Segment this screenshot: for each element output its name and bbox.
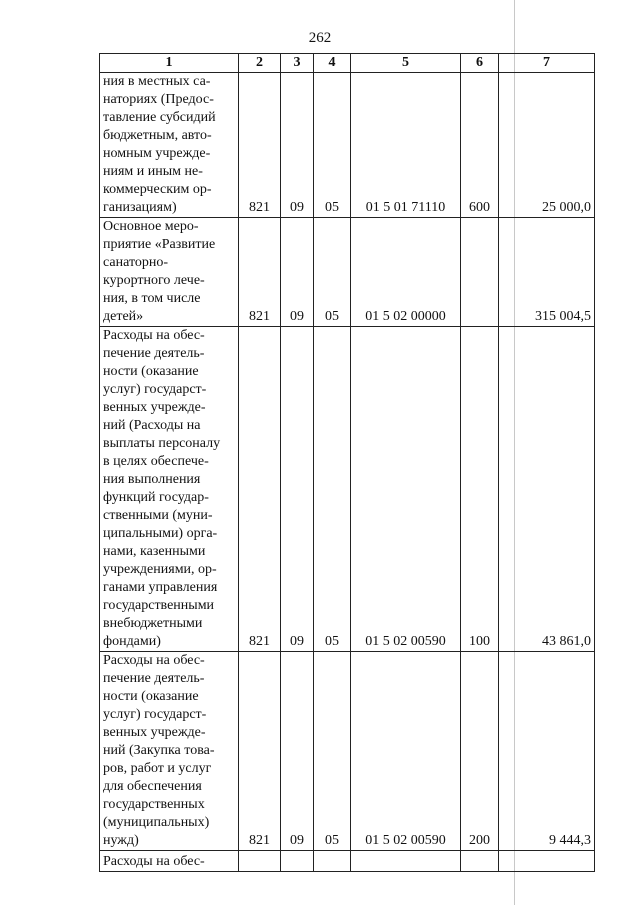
- table-row: [100, 652, 595, 851]
- table-header-row: [100, 54, 595, 73]
- row-csr: 01 5 02 00000: [351, 218, 461, 327]
- row-amount: [499, 851, 595, 872]
- header-col-1: 1: [100, 54, 239, 73]
- row-rz: 09: [281, 327, 314, 652]
- header-col-7: 7: [499, 54, 595, 73]
- row-ved: 821: [239, 73, 281, 218]
- row-vr: [461, 218, 499, 327]
- row-description-text: Основное меро- приятие «Развитие санаторно- курортного лече- ния, в том числе детей»: [103, 219, 216, 324]
- row-amount: 315 004,5: [499, 218, 595, 327]
- table-row: [100, 327, 595, 652]
- row-description: [100, 218, 239, 327]
- header-col-6: 6: [461, 54, 499, 73]
- row-csr: 01 5 02 00590: [351, 652, 461, 851]
- row-pr: 05: [314, 73, 351, 218]
- row-amount: 9 444,3: [499, 652, 595, 851]
- row-rz: 09: [281, 73, 314, 218]
- table-row-continued: [100, 851, 595, 872]
- header-col-2: 2: [239, 54, 281, 73]
- row-description-text: Расходы на обес- печение деятель- ности (оказание услуг) государст- венных учрежде- ний (Закупка това- ров, работ и услуг для обеспечения государственных (муниципальных) нужд): [103, 653, 215, 848]
- row-description-text: ния в местных са- наториях (Предос- тавление субсидий бюджетным, авто- номным учрежде- ниям и иным не- коммерческим ор- ганизациям): [103, 74, 216, 215]
- row-ved: [239, 851, 281, 872]
- row-description: [100, 73, 239, 218]
- row-description: [100, 652, 239, 851]
- row-vr: 600: [461, 73, 499, 218]
- row-vr: [461, 851, 499, 872]
- row-pr: 05: [314, 652, 351, 851]
- row-vr: 100: [461, 327, 499, 652]
- row-amount: 43 861,0: [499, 327, 595, 652]
- row-description: Расходы на обес-: [100, 851, 239, 872]
- row-pr: 05: [314, 218, 351, 327]
- row-rz: 09: [281, 652, 314, 851]
- row-csr: [351, 851, 461, 872]
- header-col-3: 3: [281, 54, 314, 73]
- page-number: 262: [308, 30, 332, 46]
- row-csr: 01 5 02 00590: [351, 327, 461, 652]
- row-vr: 200: [461, 652, 499, 851]
- header-col-5: 5: [351, 54, 461, 73]
- row-pr: 05: [314, 327, 351, 652]
- row-ved: 821: [239, 218, 281, 327]
- budget-table: [99, 53, 595, 872]
- row-ved: 821: [239, 652, 281, 851]
- row-rz: 09: [281, 218, 314, 327]
- row-amount: 25 000,0: [499, 73, 595, 218]
- table-row: [100, 218, 595, 327]
- row-ved: 821: [239, 327, 281, 652]
- row-csr: 01 5 01 71110: [351, 73, 461, 218]
- row-description: [100, 327, 239, 652]
- table-row: [100, 73, 595, 218]
- header-col-4: 4: [314, 54, 351, 73]
- row-rz: [281, 851, 314, 872]
- row-description-text: Расходы на обес- печение деятель- ности (оказание услуг) государст- венных учрежде- ний (Расходы на выплаты персоналу в целях обеспече- ния выполнения функций государ- ственными (муни- ципальными) орга- нами, казенными учреждениями, ор- ганами управления государственными внебюджетными фондами): [103, 328, 221, 649]
- row-pr: [314, 851, 351, 872]
